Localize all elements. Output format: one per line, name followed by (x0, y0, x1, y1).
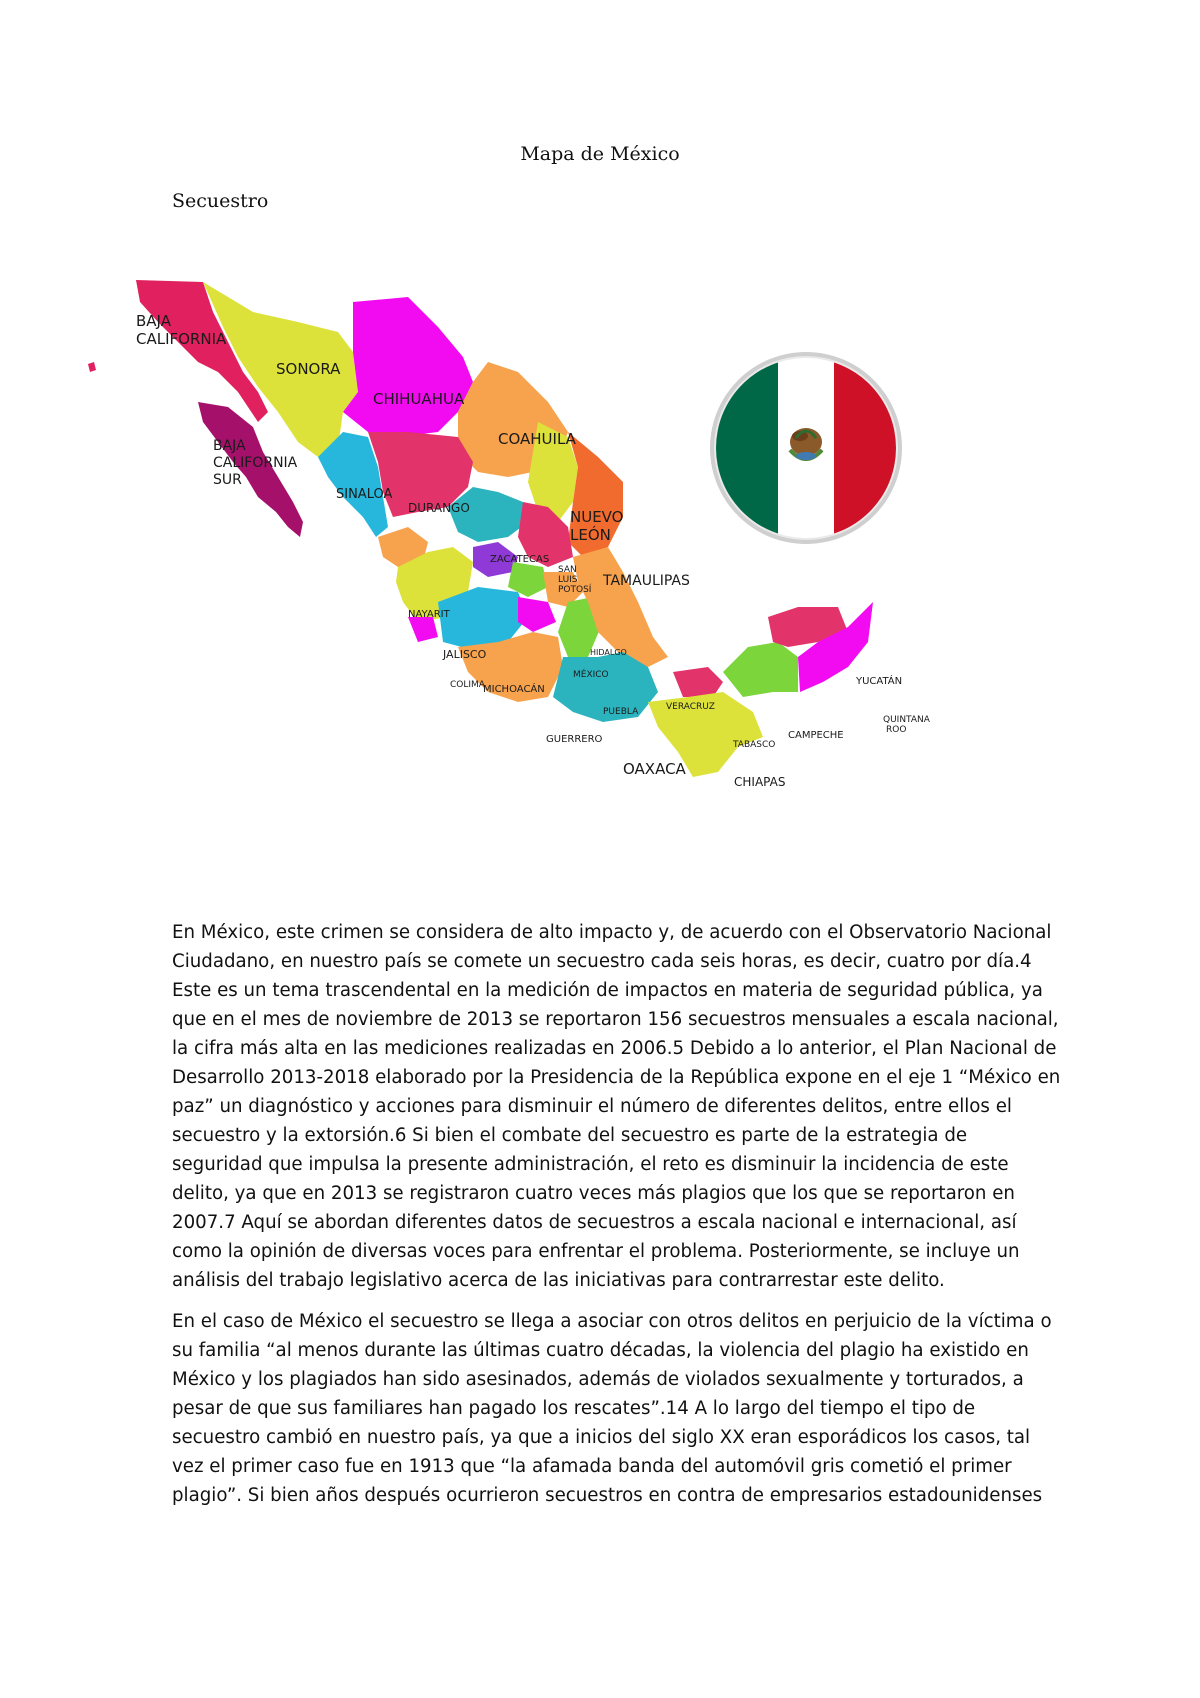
state-campeche (723, 642, 798, 697)
state-chihuahua (343, 297, 473, 437)
label-colima: COLIMA (450, 680, 485, 690)
label-baja-california: BAJA CALIFORNIA (136, 312, 227, 348)
label-yucatan: YUCATÁN (856, 676, 903, 687)
label-jalisco: JALISCO (443, 648, 487, 661)
label-guerrero: GUERRERO (546, 734, 603, 745)
label-chihuahua: CHIHUAHUA (373, 390, 465, 408)
label-nayarit: NAYARIT (408, 609, 450, 620)
page-title: Mapa de México (520, 143, 680, 165)
island-guadalupe (88, 362, 96, 372)
label-sonora: SONORA (276, 360, 341, 378)
label-oaxaca: OAXACA (623, 760, 686, 778)
label-veracruz: VERACRUZ (666, 702, 715, 712)
state-colima (408, 617, 438, 642)
label-coahuila: COAHUILA (498, 430, 576, 448)
label-san-luis-potosi: SAN LUIS POTOSÍ (558, 565, 592, 595)
label-tabasco: TABASCO (733, 740, 776, 750)
label-nuevo-leon: NUEVO LEÓN (570, 508, 624, 544)
label-baja-california-sur: BAJA CALIFORNIA SUR (213, 438, 298, 488)
label-zacatecas: ZACATECAS (490, 554, 550, 565)
section-subtitle: Secuestro (172, 190, 269, 212)
paragraph-1: En México, este crimen se considera de alto impacto y, de acuerdo con el Observatorio Nacional Ciudadano, en nuestro país se comete un secuestro cada seis horas, es decir, cuatro por día.4 Este es un tema trascendental en la medición de impactos en materia de seguridad pública, ya que en el mes de noviembre de 2013 se reportaron 156 secuestros mensuales a escala nacional, la cifra más alta en las mediciones realizadas en 2006.5 Debido a lo anterior, el Plan Nacional de Desarrollo 2013-2018 elaborado por la Presidencia de la República expone en el eje 1 “México en paz” un diagnóstico y acciones para disminuir el número de diferentes delitos, entre ellos el secuestro y la extorsión.6 Si bien el combate del secuestro es parte de la estrategia de seguridad que impulsa la presente administración, el reto es disminuir la incidencia de este delito, ya que en 2013 se registraron cuatro veces más plagios que los que se reportaron en 2007.7 Aquí se abordan diferentes datos de secuestros a escala nacional e internacional, así como la opinión de diversas voces para enfrentar el problema. Posteriormente, se incluye un análisis del trabajo legislativo acerca de las iniciativas para contrarrestar este delito. (172, 922, 1061, 1291)
label-chiapas: CHIAPAS (734, 775, 786, 789)
label-tamaulipas: TAMAULIPAS (603, 573, 690, 589)
label-sinaloa: SINALOA (336, 487, 393, 502)
eagle-emblem-icon (790, 428, 822, 460)
label-puebla: PUEBLA (603, 707, 639, 717)
body-text (172, 918, 1062, 1522)
label-quintana-roo: QUINTANA ROO (883, 715, 930, 735)
label-mexico: MÉXICO (573, 670, 609, 680)
paragraph-2: En el caso de México el secuestro se llega a asociar con otros delitos en perjuicio de la víctima o su familia “al menos durante las últimas cuatro décadas, la violencia del plagio ha existido en México y los plagiados han sido asesinados, además de violados sexualmente y torturados, a pesar de que sus familiares han pagado los rescates”.14 A lo largo del tiempo el tipo de secuestro cambió en nuestro país, ya que a inicios del siglo XX eran esporádicos los casos, tal vez el primer caso fue en 1913 que “la afamada banda del automóvil gris cometió el primer plagio”. Si bien años después ocurrieron secuestros en contra de empresarios estadounidenses (172, 1311, 1052, 1506)
label-durango: DURANGO (408, 501, 470, 515)
label-michoacan: MICHOACÁN (483, 684, 545, 695)
label-campeche: CAMPECHE (788, 730, 844, 741)
mexico-flag-svg (708, 350, 904, 546)
state-tabasco (673, 667, 723, 697)
label-hidalgo: HIDALGO (590, 648, 627, 657)
mexico-flag (708, 350, 904, 546)
